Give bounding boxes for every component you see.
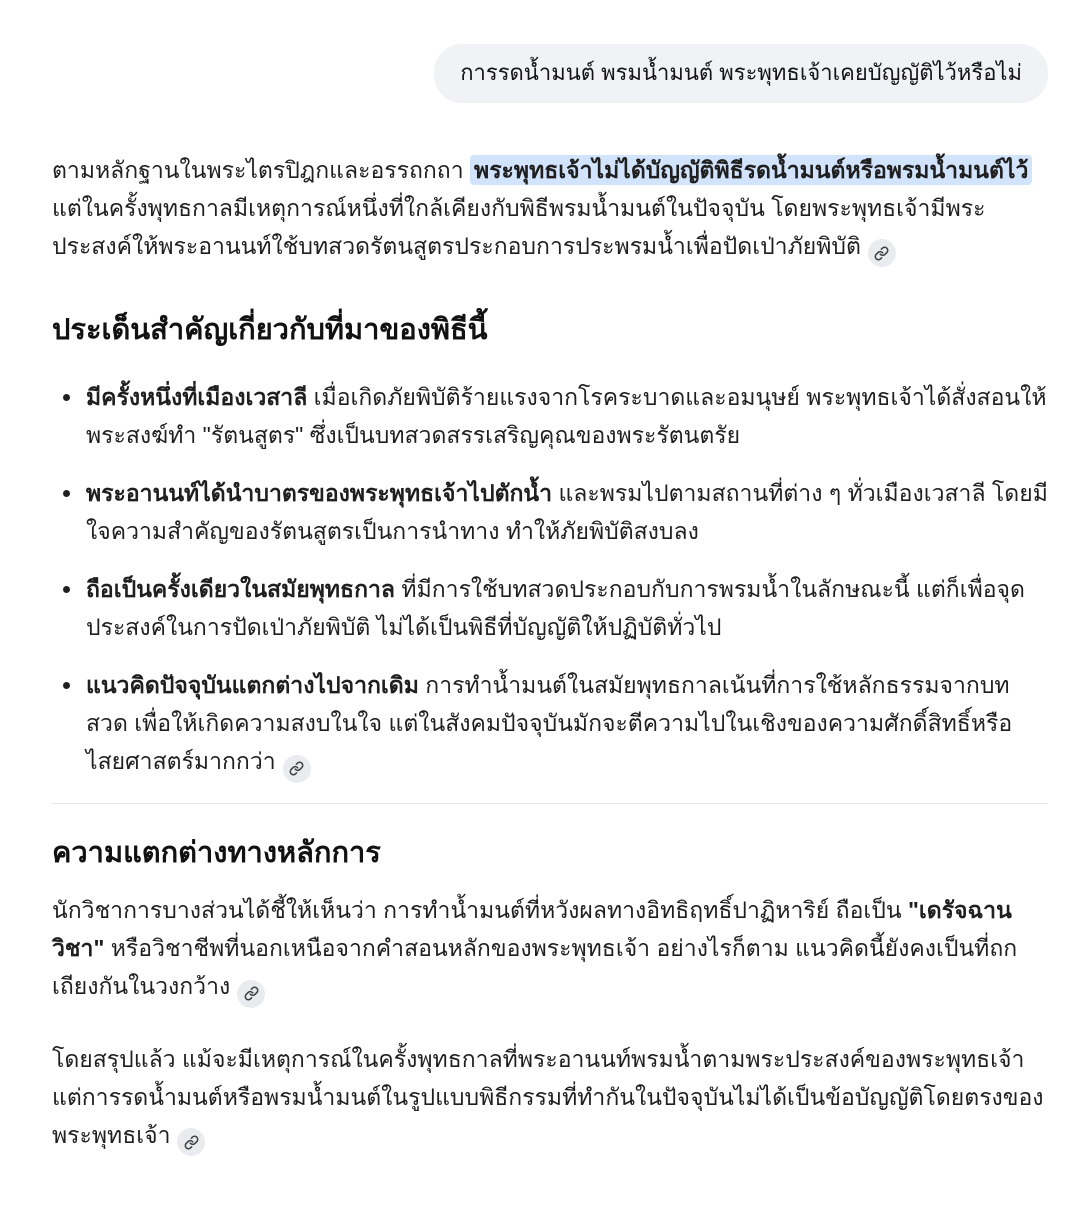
principle-paragraph (52, 891, 1048, 1008)
user-message-row (52, 44, 1048, 103)
intro-paragraph (52, 151, 1048, 268)
citation-link-icon[interactable] (283, 755, 311, 783)
list-item (84, 666, 1048, 783)
summary-text: โดยสรุปแล้ว แม้จะมีเหตุการณ์ในครั้งพุทธกาลที่พระอานนท์พรมน้ำตามพระประสงค์ของพระพุทธเจ้า แต่การรดน้ำมนต์หรือพรมน้ำมนต์ในรูปแบบพิธีกรรมที่ทำกันในปัจจุบันไม่ได้เป็นข้อบัญญัติโดยตรงของพระพุทธเจ้า (52, 1045, 1044, 1148)
bullet-text: การทำน้ำมนต์ในสมัยพุทธกาลเน้นที่การใช้หลักธรรมจากบทสวด เพื่อให้เกิดความสงบในใจ แต่ในสังคมปัจจุบันมักจะตีความไปในเชิงของความศักดิ์สิทธิ์หรือไสยศาสตร์มากกว่า (86, 672, 1013, 775)
section-divider (52, 803, 1048, 804)
key-points-list (52, 378, 1048, 783)
term-bold: "เดรัจฉานวิชา" (52, 897, 1012, 962)
bullet-lead-bold: แนวคิดปัจจุบันแตกต่างไปจากเดิม (86, 672, 419, 699)
bullet-lead-bold: พระอานนท์ได้นำบาตรของพระพุทธเจ้าไปตักน้ำ (86, 480, 553, 507)
bullet-text: และพรมไปตามสถานที่ต่าง ๆ ทั่วเมืองเวสาลี โดยมีใจความสำคัญของรัตนสูตรเป็นการนำทาง ทำให้ภัยพิบัติสงบลง (86, 480, 1048, 545)
bullet-lead-bold: ถือเป็นครั้งเดียวในสมัยพุทธกาล (86, 576, 396, 603)
bullet-text: เมื่อเกิดภัยพิบัติร้ายแรงจากโรคระบาดและอมนุษย์ พระพุทธเจ้าได้สั่งสอนให้พระสงฆ์ทำ "รัตนสูตร" ซึ่งเป็นบทสวดสรรเสริญคุณของพระรัตนตรัย (86, 384, 1047, 449)
summary-paragraph (52, 1040, 1048, 1157)
user-message-bubble: การรดน้ำมนต์ พรมน้ำมนต์ พระพุทธเจ้าเคยบัญญัติไว้หรือไม่ (434, 44, 1048, 103)
section-heading-origin: ประเด็นสำคัญเกี่ยวกับที่มาของพิธีนี้ (52, 314, 488, 347)
assistant-answer (52, 151, 1048, 1156)
list-item (84, 378, 1048, 454)
citation-link-icon[interactable] (868, 239, 896, 267)
bullet-text: ที่มีการใช้บทสวดประกอบกับการพรมน้ำในลักษณะนี้ แต่ก็เพื่อจุดประสงค์ในการปัดเป่าภัยพิบัติ ไม่ได้เป็นพิธีที่บัญญัติให้ปฏิบัติทั่วไป (86, 576, 1025, 641)
intro-text-pre: ตามหลักฐานในพระไตรปิฎกและอรรถกถา (52, 156, 471, 183)
citation-link-icon[interactable] (177, 1128, 205, 1156)
bullet-lead-bold: มีครั้งหนึ่งที่เมืองเวสาลี (86, 384, 308, 411)
citation-link-icon[interactable] (237, 980, 265, 1008)
highlighted-statement: พระพุทธเจ้าไม่ได้บัญญัติพิธีรดน้ำมนต์หรือพรมน้ำมนต์ไว้ (470, 155, 1032, 185)
principle-text-post: หรือวิชาชีพที่นอกเหนือจากคำสอนหลักของพระพุทธเจ้า อย่างไรก็ตาม แนวคิดนี้ยังคงเป็นที่ถกเถียงกันในวงกว้าง (52, 935, 1018, 1000)
principle-text-pre: นักวิชาการบางส่วนได้ชี้ให้เห็นว่า การทำน้ำมนต์ที่หวังผลทางอิทธิฤทธิ์ปาฏิหาริย์ ถือเป็น (52, 897, 908, 924)
list-item (84, 474, 1048, 550)
section-heading-principle: ความแตกต่างทางหลักการ (52, 836, 381, 869)
list-item (84, 570, 1048, 646)
intro-text-post: แต่ในครั้งพุทธกาลมีเหตุการณ์หนึ่งที่ใกล้เคียงกับพิธีพรมน้ำมนต์ในปัจจุบัน โดยพระพุทธเจ้ามีพระประสงค์ให้พระอานนท์ใช้บทสวดรัตนสูตรประกอบการประพรมน้ำเพื่อปัดเป่าภัยพิบัติ (52, 194, 986, 259)
